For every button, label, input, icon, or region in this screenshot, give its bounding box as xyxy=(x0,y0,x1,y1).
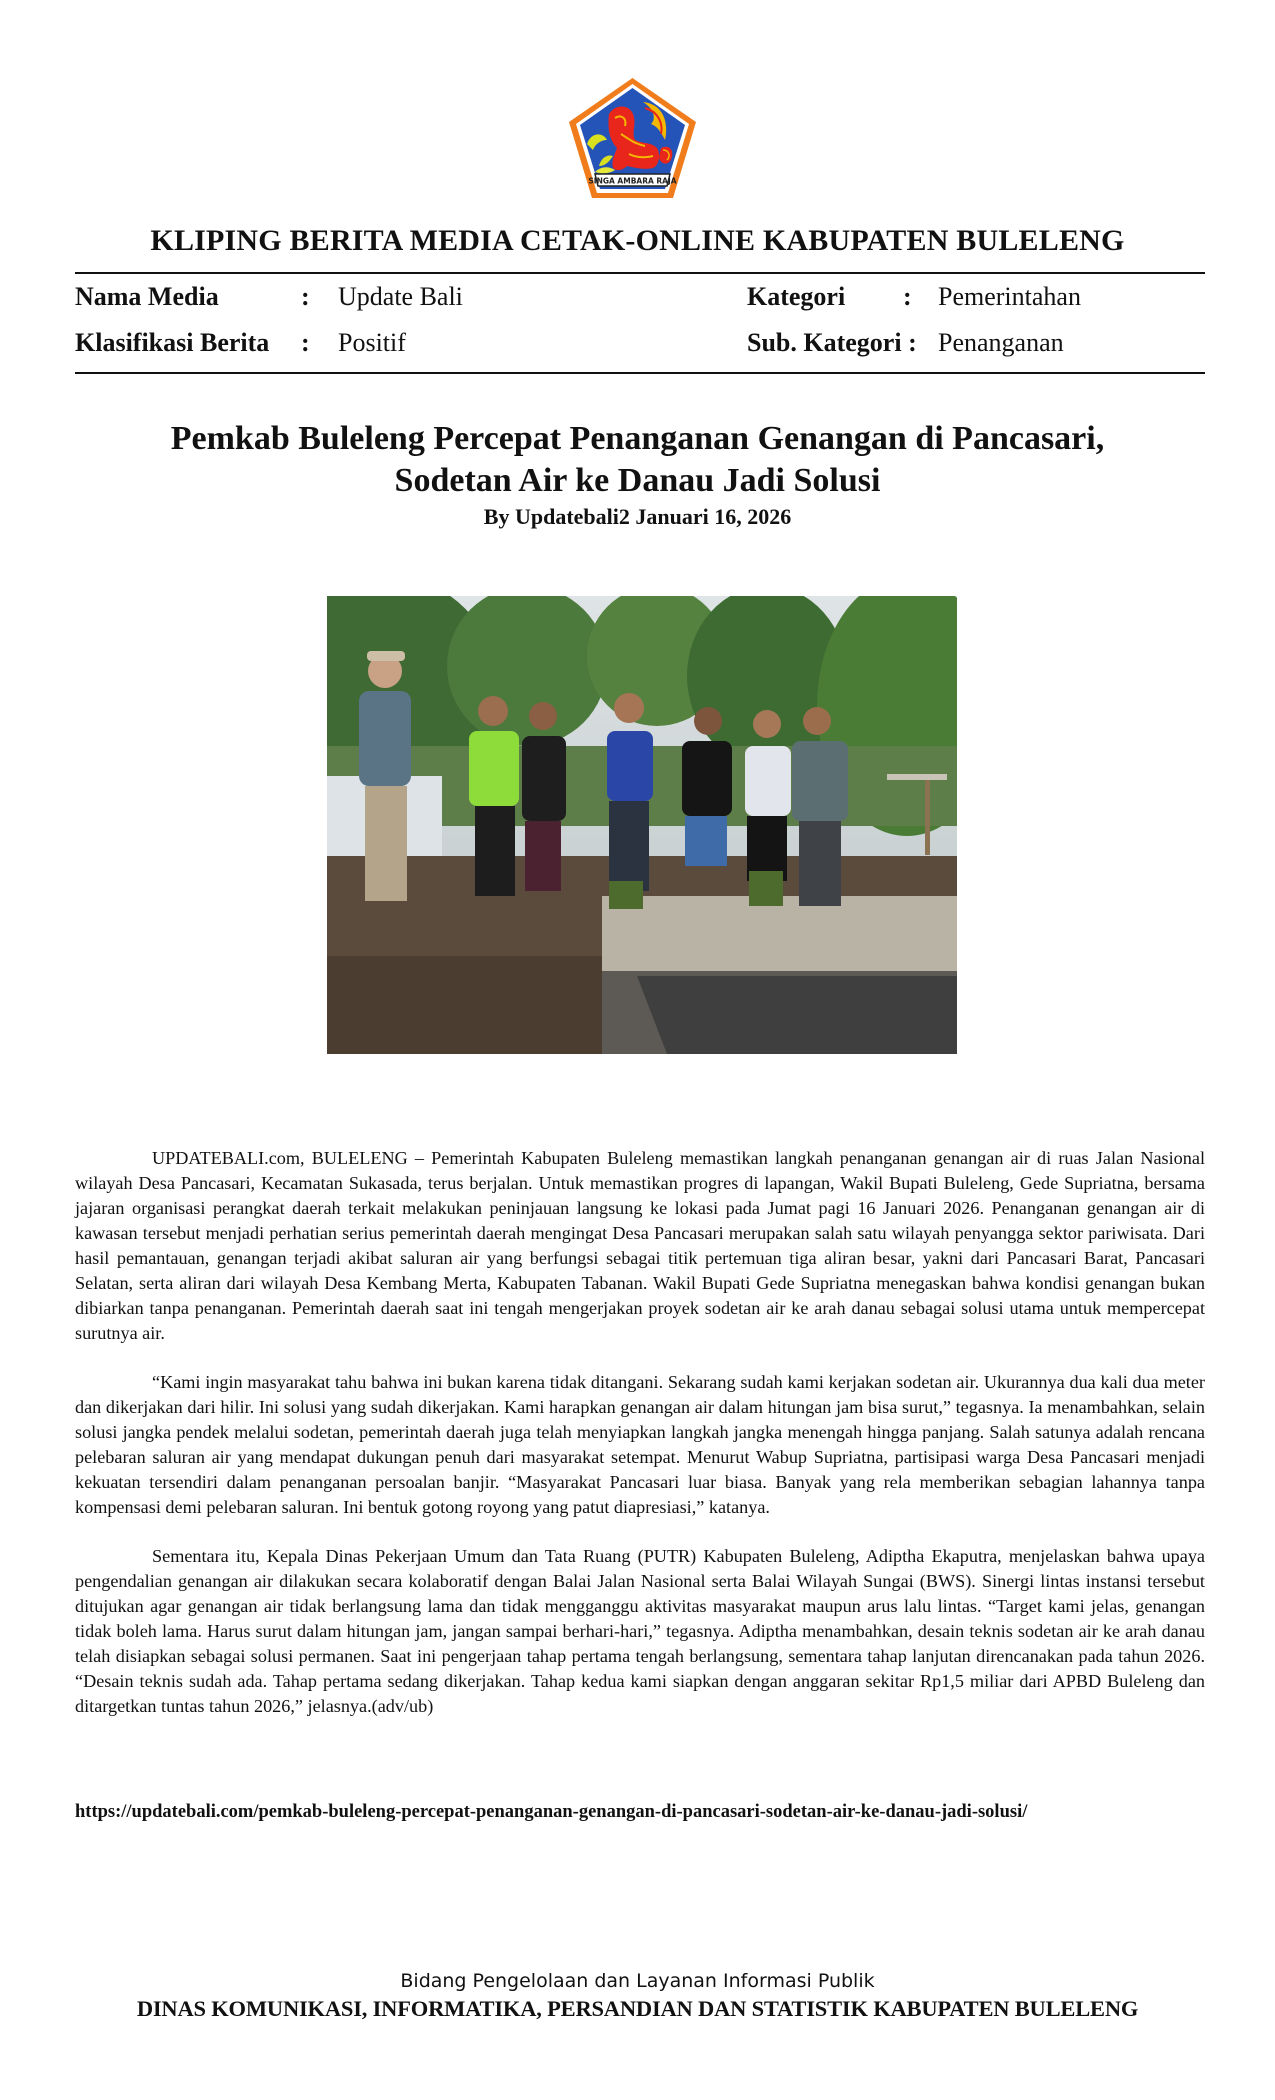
article-paragraph-1: UPDATEBALI.com, BULELENG – Pemerintah Kabupaten Buleleng memastikan langkah penanganan genangan air di ruas Jalan Nasional wilayah Desa Pancasari, Kecamatan Sukasada, terus berjalan. Untuk memastikan progres di lapangan, Wakil Bupati Buleleng, Gede Supriatna, bersama jajaran organisasi perangkat daerah terkait melakukan peninjauan langsung ke lokasi pada Jumat pagi 16 Januari 2026. Penanganan genangan air di kawasan tersebut menjadi perhatian serius pemerintah daerah mengingat Desa Pancasari merupakan salah satu wilayah penyangga sektor pariwisata. Dari hasil pemantauan, genangan terjadi akibat saluran air yang berfungsi sebagai titik pertemuan tiga aliran besar, yakni dari Pancasari Barat, Pancasari Selatan, serta aliran dari wilayah Desa Kembang Merta, Kabupaten Tabanan. Wakil Bupati Gede Supriatna menegaskan bahwa kondisi genangan bukan dibiarkan tanpa penanganan. Pemerintah daerah saat ini tengah mengerjakan proyek sodetan air ke arah danau sebagai solusi utama untuk mempercepat surutnya air. xyxy=(75,1148,1205,1343)
sub-kategori-label: Sub. Kategori : xyxy=(747,328,917,357)
sub-kategori-value: Penanganan xyxy=(938,328,1064,357)
article-title xyxy=(100,418,1175,502)
article-body xyxy=(75,1146,1205,1743)
nama-media-colon: : xyxy=(301,282,310,311)
article-title-line-2: Sodetan Air ke Danau Jadi Solusi xyxy=(394,462,881,499)
site-inspection-photo-icon xyxy=(327,596,957,1054)
klasifikasi-berita-value: Positif xyxy=(338,328,406,357)
footer-agency: DINAS KOMUNIKASI, INFORMATIKA, PERSANDIAN DAN STATISTIK KABUPATEN BULELENG xyxy=(136,1996,1139,2021)
klasifikasi-berita-label: Klasifikasi Berita xyxy=(75,328,270,357)
article-title-line-1: Pemkab Buleleng Percepat Penanganan Genangan di Pancasari, xyxy=(170,420,1105,457)
nama-media-label: Nama Media xyxy=(75,282,219,311)
svg-text:SINGA AMBARA RAJA: SINGA AMBARA RAJA xyxy=(588,176,677,186)
footer-division: Bidang Pengelolaan dan Layanan Informasi Publik xyxy=(400,1970,875,1992)
kategori-value: Pemerintahan xyxy=(938,282,1081,311)
klasifikasi-berita-colon: : xyxy=(301,328,310,357)
article-byline: By Updatebali2 Januari 16, 2026 xyxy=(483,504,792,529)
singa-ambara-raja-emblem-icon xyxy=(565,74,700,202)
header-divider-bottom xyxy=(75,372,1205,374)
article-paragraph-2: “Kami ingin masyarakat tahu bahwa ini bukan karena tidak ditangani. Sekarang sudah kami kerjakan sodetan air. Ukurannya dua kali dua meter dan dikerjakan dari hilir. Ini solusi yang sudah dikerjakan. Kami harapkan genangan air dalam hitungan jam bisa surut,” tegasnya. Ia menambahkan, selain solusi jangka pendek melalui sodetan, pemerintah daerah juga telah menyiapkan langkah jangka menengah hingga panjang. Salah satunya adalah rencana pelebaran saluran air yang mendapat dukungan penuh dari masyarakat setempat. Menurut Wabup Supriatna, partisipasi warga Desa Pancasari menjadi kekuatan tersendiri dalam penanganan persoalan banjir. “Masyarakat Pancasari luar biasa. Banyak yang rela memberikan sebagian lahannya tanpa kompensasi demi pelebaran saluran. Ini bentuk gotong royong yang patut diapresiasi,” katanya. xyxy=(75,1372,1205,1517)
header-divider-top xyxy=(75,272,1205,274)
source-url-link[interactable]: https://updatebali.com/pemkab-buleleng-percepat-penanganan-genangan-di-pancasari-sodetan-air-ke-danau-jadi-solusi/ xyxy=(75,1802,1028,1822)
buleleng-logo xyxy=(565,74,700,202)
article-paragraph-3: Sementara itu, Kepala Dinas Pekerjaan Umum dan Tata Ruang (PUTR) Kabupaten Buleleng, Adiptha Ekaputra, menjelaskan bahwa upaya pengendalian genangan air dilakukan secara kolaboratif dengan Balai Jalan Nasional serta Balai Wilayah Sungai (BWS). Sinergi lintas instansi tersebut ditujukan agar genangan air tidak berlangsung lama dan tidak mengganggu aktivitas masyarakat maupun arus lalu lintas. “Target kami jelas, genangan tidak boleh lama. Harus surut dalam hitungan jam, jangan sampai berhari-hari,” tegasnya. Adiptha menambahkan, desain teknis sodetan air ke arah danau telah disiapkan sebagai solusi permanen. Saat ini pengerjaan tahap pertama tengah berlangsung, sementara tahap lanjutan direncanakan pada tahun 2026. “Desain teknis sudah ada. Tahap pertama sedang dikerjakan. Tahap kedua kami siapkan dengan anggaran sekitar Rp1,5 miliar dari APBD Buleleng dan ditargetkan tuntas tahun 2026,” jelasnya.(adv/ub) xyxy=(75,1546,1205,1716)
kategori-colon: : xyxy=(903,282,912,311)
kategori-label: Kategori xyxy=(747,282,846,311)
nama-media-value: Update Bali xyxy=(338,282,463,311)
article-photo xyxy=(327,596,957,1054)
kliping-title: KLIPING BERITA MEDIA CETAK-ONLINE KABUPATEN BULELENG xyxy=(150,224,1125,257)
